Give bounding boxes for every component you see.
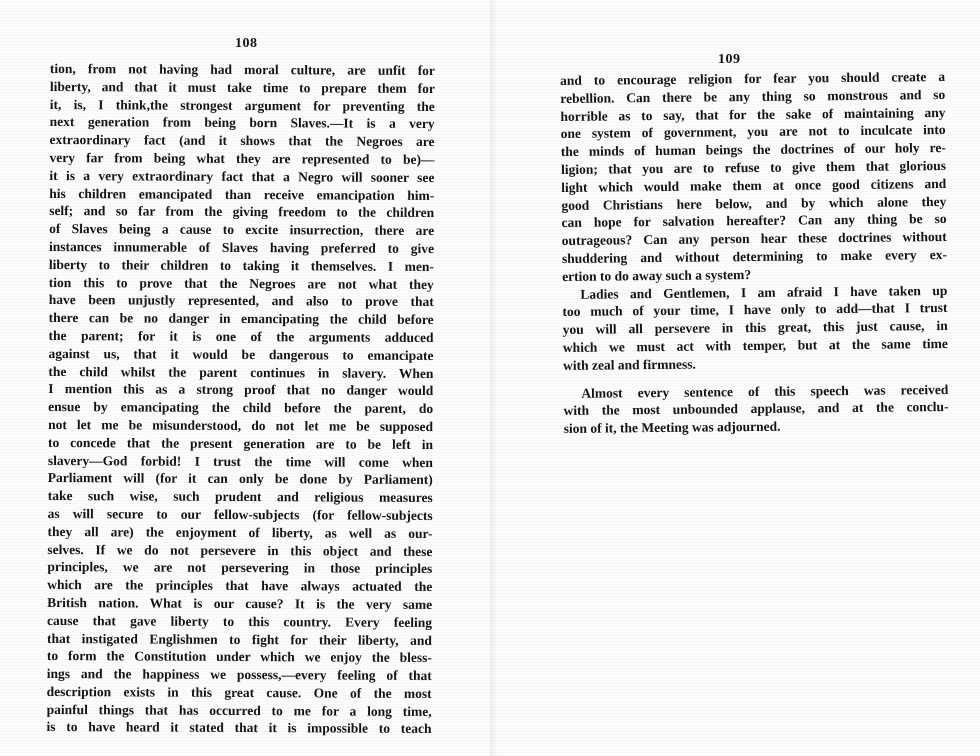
text-line: selves. If we do not persevere in this object and these xyxy=(47,541,433,559)
text-line: they all are) the enjoyment of liberty, as well as our- xyxy=(47,523,433,541)
text-line: to form the Constitution under which we enjoy the bless- xyxy=(46,648,432,666)
paragraph-closing-remarks xyxy=(562,282,948,375)
text-line: you will all persevere in this great, this just cause, in xyxy=(562,318,948,338)
text-line: which we must act with temper, but at the same time xyxy=(562,335,948,355)
text-line: against us, that it would be dangerous to emancipate xyxy=(48,345,434,363)
text-line: British nation. What is our cause? It is the very same xyxy=(47,594,433,612)
text-line: extraordinary fact (and it shows that the Negroes are xyxy=(49,132,435,150)
text-line: the parent; for it is one of the arguments adduced xyxy=(48,327,434,345)
text-line: ensue by emancipating the child before the parent, do xyxy=(48,399,434,417)
text-line: not let me be misunderstood, do not let me be supposed xyxy=(48,416,434,434)
text-line: too much of your time, I have only to add—that I trust xyxy=(562,300,948,320)
text-line: it is a very extraordinary fact that a Negro will sooner see xyxy=(49,167,435,185)
left-page-text xyxy=(46,60,435,738)
text-line: ertion to do away such a system? xyxy=(562,266,752,284)
text-line: that instigated Englishmen to fight for their liberty, and xyxy=(46,630,433,648)
text-line: I mention this as a strong proof that no danger would xyxy=(48,381,434,399)
text-line: liberty to their children to taking it themselves. I men- xyxy=(48,256,434,274)
paragraph-meeting-note xyxy=(563,380,949,437)
text-line: shuddering and without determining to make every ex- xyxy=(561,246,948,266)
text-line: which are the principles that have always actuated the xyxy=(47,577,433,595)
text-line: ligion; that you are to refuse to give them that glorious xyxy=(560,157,947,177)
text-line: there can be no danger in emancipating the child before xyxy=(48,310,434,328)
text-line: the child whilst the parent continues in slavery. When xyxy=(48,363,434,381)
text-line: liberty, and that it must take time to prepare them for xyxy=(49,78,435,96)
text-line: sion of it, the Meeting was adjourned. xyxy=(563,418,781,437)
text-line: Almost every sentence of this speech was received xyxy=(581,381,949,401)
text-line: Ladies and Gentlemen, I am afraid I have taken up xyxy=(580,282,948,302)
text-line: it, is, I think,the strongest argument for preventing the xyxy=(49,96,435,114)
text-line: next generation from being born Slaves.—It is a very xyxy=(49,114,435,132)
text-line: painful things that has occurred to me for a long time, xyxy=(46,701,432,719)
text-line: can hope for salvation hereafter? Can any thing be so xyxy=(561,211,947,231)
text-line: one system of government, you are not to inculcate into xyxy=(560,122,946,142)
text-line: have been unjustly represented, and also to prove that xyxy=(48,292,434,310)
text-line: outrageous? Can any person hear these doctrines without xyxy=(561,229,947,249)
text-line: description exists in this great cause. One of the most xyxy=(46,683,432,701)
text-line: rebellion. Can there be any thing so monstrous and so xyxy=(560,86,946,106)
text-line: is to have heard it stated that it is impossible to teach xyxy=(46,719,432,737)
text-line: take such wise, such prudent and religious measures xyxy=(47,488,433,506)
text-line: with the most unbounded applause, and at the conclu- xyxy=(563,399,949,419)
text-line: principles, we are not persevering in those principles xyxy=(47,559,433,577)
text-line: the minds of human beings the doctrines of our holy re- xyxy=(560,140,946,160)
book-gutter xyxy=(490,0,498,756)
page-number-left: 108 xyxy=(235,36,258,51)
right-page-text xyxy=(560,68,949,438)
text-line: with zeal and firmness. xyxy=(562,356,696,373)
text-line: slavery—God forbid! I trust the time will come when xyxy=(47,452,433,470)
text-line: of Slaves being a cause to excite insurrection, there are xyxy=(49,221,435,239)
paragraph-speech-continuation xyxy=(560,68,947,286)
text-line: horrible as to say, that for the sake of maintaining any xyxy=(560,104,946,124)
text-line: tion, from not having had moral culture, are unfit for xyxy=(49,60,435,79)
text-line: ings and the happiness we possess,—every feeling of that xyxy=(46,666,432,684)
text-line: light which would make them at once good citizens and xyxy=(561,175,947,195)
text-line: to concede that the present generation are to be left in xyxy=(47,434,434,452)
text-line: and to encourage religion for fear you should create a xyxy=(560,68,946,88)
text-line: good Christians here below, and by which alone they xyxy=(561,193,947,213)
text-line: his children emancipated than receive emancipation him- xyxy=(49,185,435,203)
page-number-right: 109 xyxy=(718,52,741,67)
text-line: Parliament will (for it can only be done by Parliament) xyxy=(47,470,433,488)
text-line: self; and so far from the giving freedom to the children xyxy=(49,203,435,221)
text-line: very far from being what they are represented to be)— xyxy=(49,149,435,167)
text-line: instances innumerable of Slaves having preferred to give xyxy=(48,238,435,256)
text-line: as will secure to our fellow-subjects (for fellow-subjects xyxy=(47,505,433,523)
text-line: cause that gave liberty to this country. Every feeling xyxy=(47,612,433,630)
text-line: tion this to prove that the Negroes are not what they xyxy=(48,274,434,292)
